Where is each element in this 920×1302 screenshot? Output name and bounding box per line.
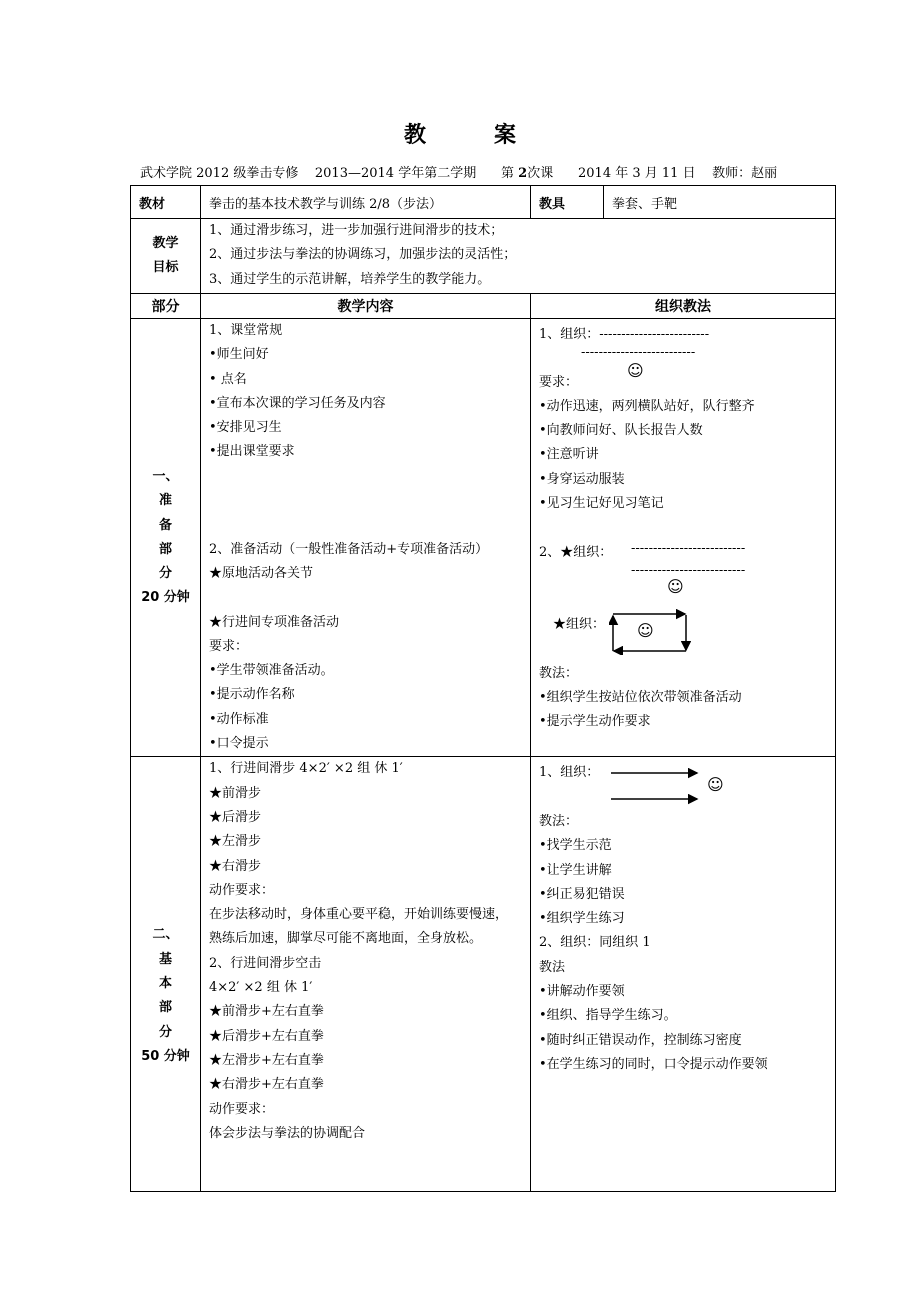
label-line: 一、	[152, 469, 179, 484]
material-label: 教材	[131, 186, 201, 219]
content-line: 1、行进间滑步 4×2′ ×2 组 休 1′	[209, 761, 403, 777]
method-line: •纠正易犯错误	[539, 886, 625, 902]
lesson-date: 2014 年 3 月 11 日	[578, 166, 696, 181]
label-line: 50 分钟	[141, 1048, 190, 1064]
lesson-plan-table	[130, 185, 836, 1192]
content-line: •师生问好	[209, 347, 269, 363]
org-line-3: ★组织：	[553, 617, 606, 632]
goal-item: 2、通过步法与拳法的协调练习，加强步法的灵活性；	[209, 247, 517, 263]
content-line: ★行进间专项准备活动	[209, 614, 340, 630]
method-line: •组织学生练习	[539, 911, 625, 927]
content-line: •口令提示	[209, 736, 269, 752]
teacher-smiley-icon: ☺	[667, 577, 684, 596]
req-item: •动作迅速，两列横队站好，队行整齐	[539, 399, 755, 414]
equipment-label: 教具	[531, 186, 604, 219]
req-item: •见习生记好见习笔记	[539, 496, 664, 511]
label-line: 基	[158, 951, 172, 967]
content-line: •宣布本次课的学习任务及内容	[209, 395, 386, 411]
teacher-smiley-icon: ☺	[707, 775, 724, 795]
method-line: •让学生讲解	[539, 862, 612, 878]
content-line: 熟练后加速，脚掌尽可能不离地面，全身放松。	[209, 931, 483, 947]
goals-label	[131, 219, 201, 294]
content-line: ★后滑步+左右直拳	[209, 1028, 324, 1044]
lesson-meta	[140, 162, 777, 181]
method-line: •讲解动作要领	[539, 984, 625, 1000]
content-line	[201, 513, 530, 537]
content-line: 4×2′ ×2 组 休 1′	[209, 980, 313, 996]
org-line-2: 2、★组织：	[539, 545, 613, 560]
lesson-suffix: 次课	[527, 166, 554, 181]
method-line: •组织、指导学生练习。	[539, 1008, 677, 1024]
goals-label-1: 教学	[152, 236, 179, 251]
method-line: •找学生示范	[539, 838, 612, 854]
section-prep-content	[201, 319, 531, 757]
content-line: 在步法移动时，身体重心要平稳，开始训练要慢速，	[209, 907, 509, 923]
org-dash-2a: --------------------------	[631, 541, 746, 556]
label-line: 分	[158, 566, 172, 582]
material-value: 拳击的基本技术教学与训练 2/8（步法）	[201, 186, 531, 219]
method-item: •组织学生按站位依次带领准备活动	[539, 690, 742, 705]
goals-label-2: 目标	[152, 260, 179, 275]
content-line: ★前滑步+左右直拳	[209, 1004, 324, 1020]
method-line: •在学生练习的同时，口令提示动作要领	[539, 1056, 768, 1072]
section-basic	[131, 757, 836, 1192]
section-prep-method	[531, 319, 836, 757]
section-prep	[131, 319, 836, 757]
teacher-smiley-icon: ☺	[627, 361, 644, 380]
section-basic-label	[131, 757, 201, 1192]
req-item: •向教师问好、队长报告人数	[539, 423, 703, 438]
goal-item: 1、通过滑步练习，进一步加强行进间滑步的技术；	[209, 223, 504, 238]
content-line: 动作要求：	[209, 1101, 275, 1117]
org-dash-1: --------------------------	[581, 345, 696, 360]
col-part: 部分	[131, 294, 201, 319]
content-line	[201, 586, 530, 610]
label-line: 备	[158, 517, 172, 533]
section-prep-label	[131, 319, 201, 757]
method-label: 教法：	[539, 666, 579, 681]
column-header-row	[131, 294, 836, 319]
method-line: •随时纠正错误动作，控制练习密度	[539, 1032, 742, 1048]
content-line: ★后滑步	[209, 809, 262, 825]
method-line: 2、组织：同组织 1	[539, 935, 651, 951]
content-line: • 点名	[209, 371, 247, 387]
content-line: 要求：	[209, 638, 249, 654]
content-line	[201, 489, 530, 513]
content-line: •动作标准	[209, 711, 269, 727]
label-line: 二、	[152, 927, 179, 943]
content-line	[201, 465, 530, 489]
label-line: 准	[158, 493, 172, 509]
content-line: 2、行进间滑步空击	[209, 955, 322, 971]
method-line	[531, 786, 835, 810]
content-line: ★前滑步	[209, 785, 262, 801]
method-line: 教法：	[539, 813, 579, 829]
method-item: •提示学生动作要求	[539, 714, 651, 729]
page-title	[0, 118, 920, 149]
content-line: ★左滑步	[209, 834, 262, 850]
label-line: 分	[158, 1024, 172, 1040]
content-line: ★左滑步+左右直拳	[209, 1052, 324, 1068]
org-line-1: 1、组织：	[539, 765, 600, 781]
teacher-smiley-icon: ☺	[637, 621, 654, 640]
org-line-1: 1、组织：-------------------------	[539, 327, 710, 342]
label-line: 20 分钟	[141, 590, 190, 606]
term: 2013—2014 学年第二学期	[314, 166, 477, 181]
label-line: 部	[158, 541, 172, 557]
method-line	[531, 761, 835, 785]
content-line: 体会步法与拳法的协调配合	[209, 1125, 366, 1141]
content-line: ★右滑步+左右直拳	[209, 1077, 324, 1093]
content-line: 动作要求：	[209, 882, 275, 898]
college: 武术学院 2012 级拳击专修	[140, 166, 299, 181]
col-method: 组织教法	[531, 294, 836, 319]
content-line: ★右滑步	[209, 858, 262, 874]
content-line: •提出课堂要求	[209, 444, 295, 460]
goal-item: 3、通过学生的示范讲解，培养学生的教学能力。	[209, 271, 491, 287]
teacher: 教师：赵丽	[712, 166, 778, 181]
label-line: 部	[158, 1000, 172, 1016]
requirements-label: 要求：	[539, 375, 579, 390]
title-char-1: 教	[403, 123, 426, 148]
req-item: •注意听讲	[539, 447, 599, 462]
content-line: •学生带领准备活动。	[209, 663, 334, 679]
col-content: 教学内容	[201, 294, 531, 319]
section-basic-method	[531, 757, 836, 1192]
section-basic-content	[201, 757, 531, 1192]
content-line: •提示动作名称	[209, 687, 295, 703]
label-line: 本	[158, 975, 172, 991]
lesson-prefix: 第	[501, 166, 515, 181]
content-line: 2、准备活动（一般性准备活动+专项准备活动）	[209, 541, 489, 557]
lesson-number: 2	[518, 166, 528, 181]
org-dash-2b: --------------------------	[631, 563, 746, 578]
method-line: 教法	[539, 959, 566, 975]
equipment-value: 拳套、手靶	[604, 186, 836, 219]
content-line: •安排见习生	[209, 420, 282, 436]
title-char-2: 案	[494, 123, 517, 148]
material-row	[131, 186, 836, 219]
goals-list	[201, 219, 836, 294]
content-line: ★原地活动各关节	[209, 565, 314, 581]
content-line: 1、课堂常规	[209, 323, 283, 338]
goals-row	[131, 219, 836, 294]
req-item: •身穿运动服装	[539, 472, 625, 487]
